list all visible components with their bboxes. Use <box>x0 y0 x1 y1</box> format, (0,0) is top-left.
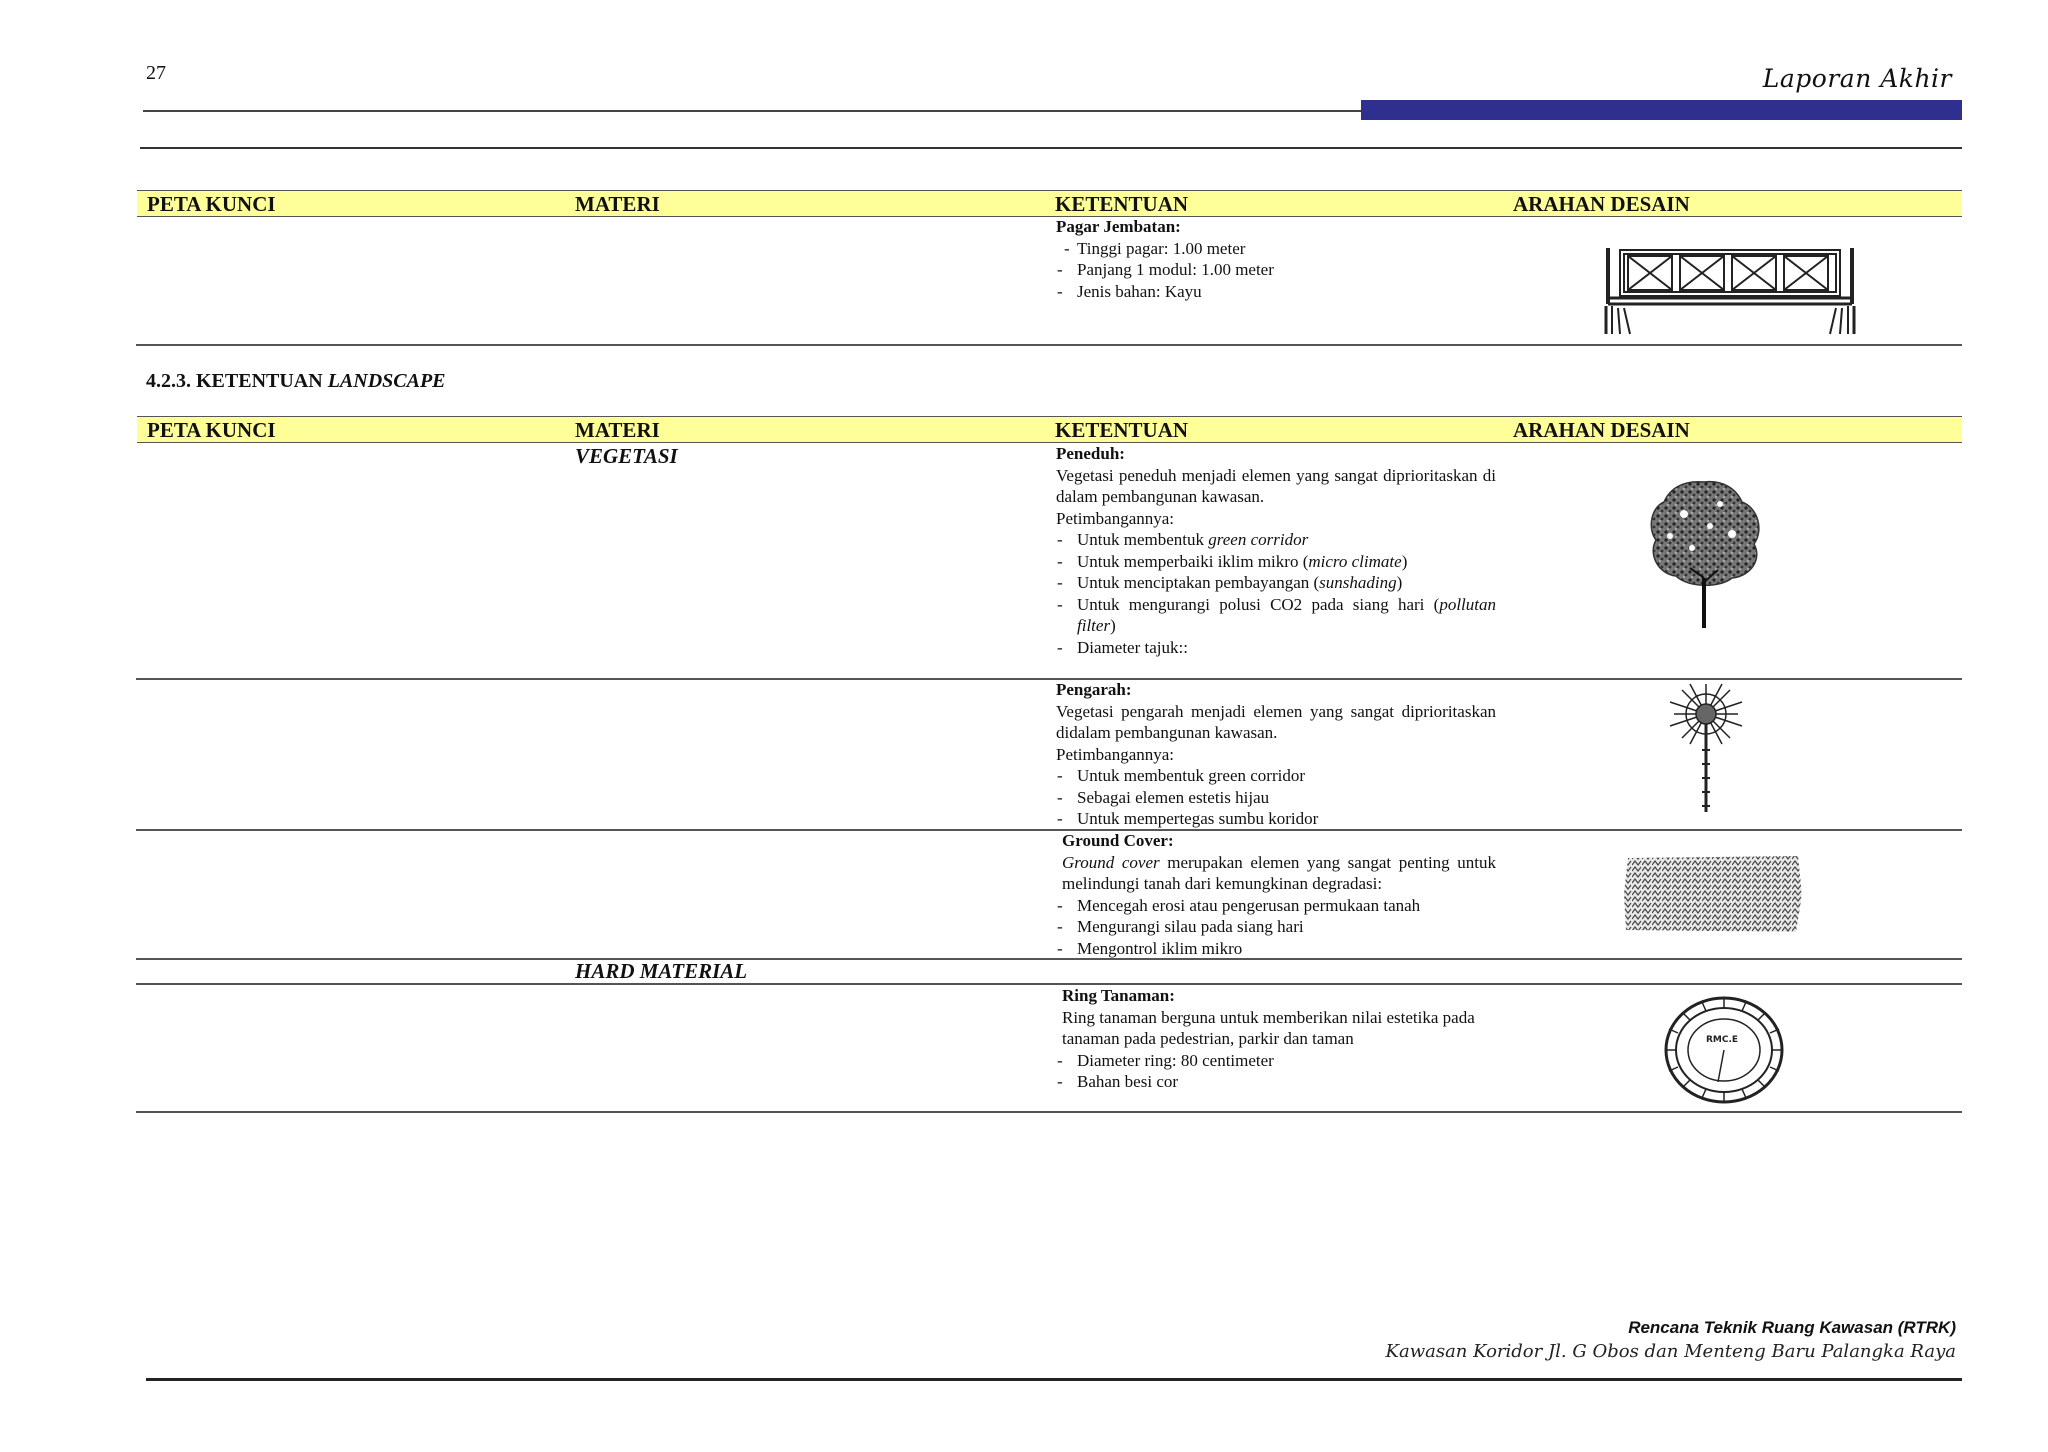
col-materi: MATERI <box>575 192 660 216</box>
row-divider <box>136 344 1962 346</box>
list-item: - Untuk memperbaiki iklim mikro (micro climate) <box>1056 551 1496 573</box>
footer-subtitle: Kawasan Koridor Jl. G Obos dan Menteng Baru Palangka Raya <box>1385 1341 1956 1362</box>
col-ketentuan: KETENTUAN <box>1055 192 1189 216</box>
header-rule <box>143 110 1361 112</box>
header-subrule <box>140 147 1962 149</box>
table-bottom-rule <box>136 1111 1962 1113</box>
tree-ring-drawing <box>1662 994 1786 1106</box>
list-item: - Mengontrol iklim mikro <box>1056 938 1496 960</box>
table-header-1 <box>137 190 1962 217</box>
ground-cover-drawing <box>1622 854 1804 934</box>
list-item: - Mencegah erosi atau pengerusan permukaan tanah <box>1056 895 1496 917</box>
list-item: - Untuk mempertegas sumbu koridor <box>1056 808 1496 830</box>
footer-rule <box>146 1378 1962 1381</box>
list-item: - Diameter tajuk:: <box>1056 637 1496 659</box>
shade-tree-drawing <box>1640 474 1770 634</box>
row-divider <box>136 958 1962 960</box>
list-item: - Mengurangi silau pada siang hari <box>1056 916 1496 938</box>
pengarah-subtitle: Petimbangannya: <box>1056 744 1175 764</box>
section-title: 4.2.3. KETENTUAN LANDSCAPE <box>146 370 446 392</box>
ground-cover-title: Ground Cover: <box>1062 831 1174 850</box>
row-divider <box>136 829 1962 831</box>
col-ketentuan: KETENTUAN <box>1055 418 1189 442</box>
list-item: - Tinggi pagar: 1.00 meter <box>1056 238 1496 260</box>
col-materi: MATERI <box>575 418 660 442</box>
page-number: 27 <box>146 62 166 84</box>
peneduh-subtitle: Petimbangannya: <box>1056 508 1175 528</box>
list-item: - Panjang 1 modul: 1.00 meter <box>1056 259 1496 281</box>
pagar-title: Pagar Jembatan: <box>1056 217 1181 236</box>
materi-vegetasi: VEGETASI <box>575 444 678 468</box>
ring-drawing-label: RMC.E <box>1706 1035 1739 1045</box>
ring-paragraph: Ring tanaman berguna untuk memberikan nilai estetika pada tanaman pada pedestrian, parkir dan taman <box>1062 1007 1475 1048</box>
list-item: - Bahan besi cor <box>1056 1071 1496 1093</box>
list-item: - Untuk menciptakan pembayangan (sunshading) <box>1056 572 1496 594</box>
list-item: - Sebagai elemen estetis hijau <box>1056 787 1496 809</box>
list-item: - Untuk membentuk green corridor <box>1056 529 1496 551</box>
list-item: - Jenis bahan: Kayu <box>1056 281 1496 303</box>
peneduh-block <box>1056 443 1496 658</box>
pengarah-paragraph: Vegetasi pengarah menjadi elemen yang sangat diprioritaskan didalam pembangunan kawasan. <box>1056 701 1496 742</box>
col-arahan-desain: ARAHAN DESAIN <box>1513 192 1690 216</box>
table-header-2 <box>137 416 1962 443</box>
peneduh-title: Peneduh: <box>1056 444 1125 463</box>
ring-tanaman-block <box>1056 985 1496 1093</box>
header-accent-bar <box>1361 100 1962 120</box>
pengarah-title: Pengarah: <box>1056 680 1132 699</box>
col-peta-kunci: PETA KUNCI <box>147 418 276 442</box>
bridge-railing-drawing <box>1600 246 1860 338</box>
directional-tree-drawing <box>1666 680 1746 818</box>
report-title: Laporan Akhir <box>1762 64 1952 93</box>
list-item: - Diameter ring: 80 centimeter <box>1056 1050 1496 1072</box>
col-peta-kunci: PETA KUNCI <box>147 192 276 216</box>
materi-hard-material: HARD MATERIAL <box>575 959 748 983</box>
list-item: - Untuk mengurangi polusi CO2 pada siang hari (pollutan filter) <box>1056 594 1496 637</box>
ground-cover-block <box>1056 830 1496 959</box>
ground-cover-paragraph: Ground cover merupakan elemen yang sangat penting untuk melindungi tanah dari kemungkinan degradasi: <box>1062 852 1497 893</box>
pagar-jembatan-block <box>1056 216 1496 302</box>
peneduh-paragraph: Vegetasi peneduh menjadi elemen yang sangat diprioritaskan di dalam pembangunan kawasan. <box>1056 465 1496 506</box>
pengarah-block <box>1056 679 1496 830</box>
footer-title: Rencana Teknik Ruang Kawasan (RTRK) <box>1628 1318 1956 1337</box>
list-item: - Untuk membentuk green corridor <box>1056 765 1496 787</box>
row-divider <box>136 983 1962 985</box>
col-arahan-desain: ARAHAN DESAIN <box>1513 418 1690 442</box>
ring-title: Ring Tanaman: <box>1062 986 1175 1005</box>
